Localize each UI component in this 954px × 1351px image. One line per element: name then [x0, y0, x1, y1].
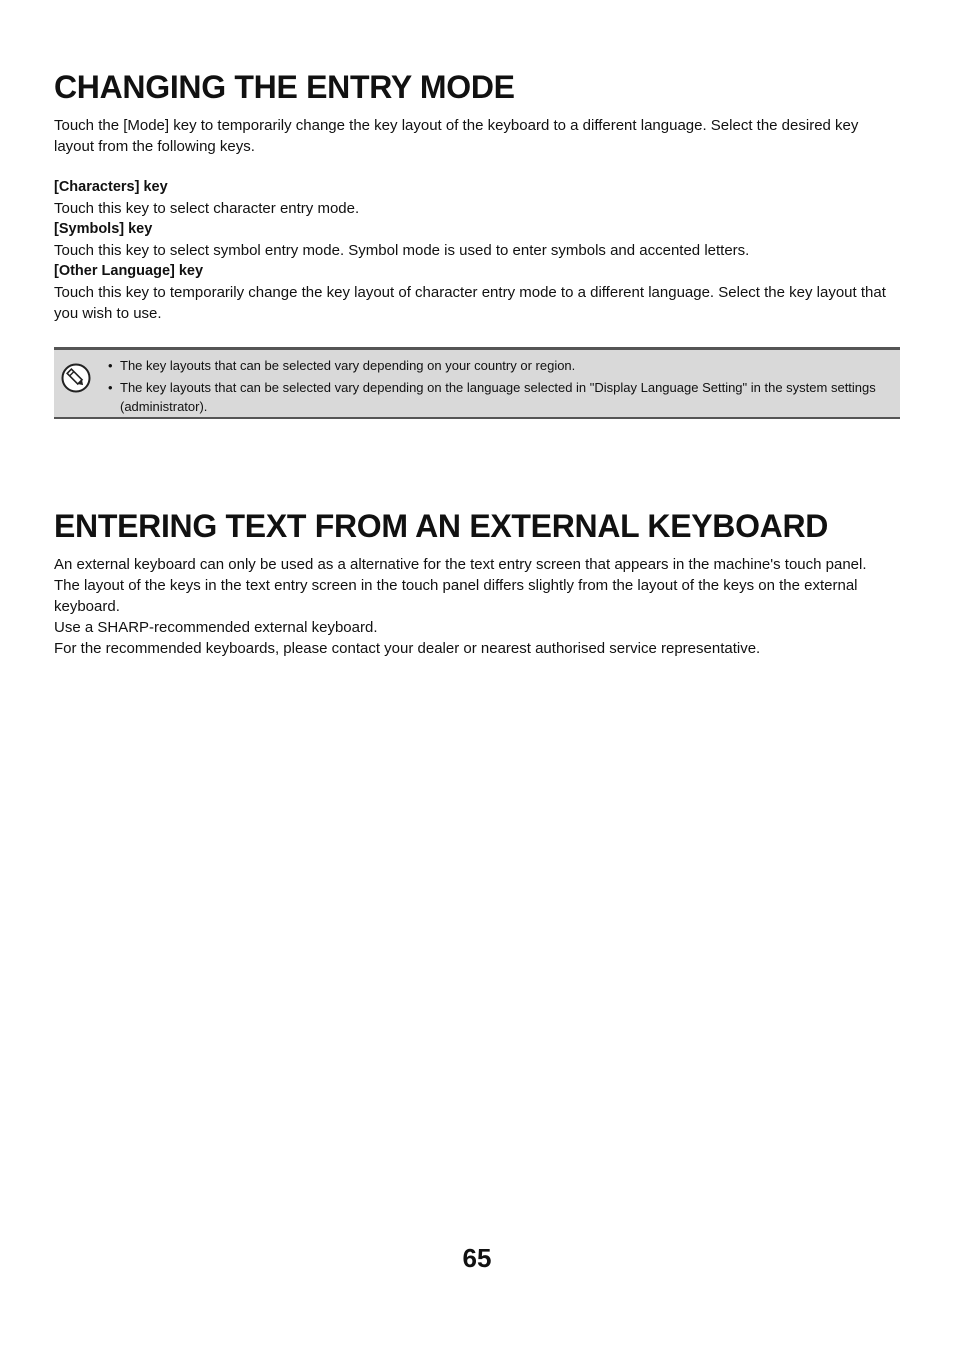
note-box — [54, 347, 900, 419]
key-title: [Characters] key — [54, 179, 168, 195]
section-title-external-keyboard: ENTERING TEXT FROM AN EXTERNAL KEYBOARD — [54, 508, 829, 544]
section-title-changing-entry-mode: CHANGING THE ENTRY MODE — [54, 69, 515, 105]
body-paragraph: The layout of the keys in the text entry screen in the touch panel differs slightly from the layout of the keys on the external keyboard. — [54, 577, 858, 615]
key-item-other-language — [54, 261, 900, 324]
key-description: Touch this key to select symbol entry mode. Symbol mode is used to enter symbols and accented letters. — [54, 242, 750, 259]
section-intro: Touch the [Mode] key to temporarily change the key layout of the keyboard to a different language. Select the desired key layout from the following keys. — [54, 117, 859, 155]
key-item-symbols — [54, 219, 900, 261]
key-item-characters — [54, 177, 900, 219]
page-number: 65 — [462, 1243, 492, 1273]
key-title: [Symbols] key — [54, 221, 153, 237]
body-paragraph: An external keyboard can only be used as a alternative for the text entry screen that appears in the machine's touch panel. — [54, 556, 867, 573]
section-body — [54, 554, 900, 659]
key-description: Touch this key to temporarily change the key layout of character entry mode to a different language. Select the key layout that you wish to use. — [54, 284, 886, 322]
note-list — [108, 356, 898, 419]
body-paragraph: For the recommended keyboards, please contact your dealer or nearest authorised service representative. — [54, 640, 761, 657]
note-item: • The key layouts that can be selected vary depending on your country or region. — [108, 356, 898, 376]
pencil-note-icon — [61, 363, 91, 393]
note-item: • The key layouts that can be selected vary depending on the language selected in "Display Language Setting" in the system settings (administrator). — [108, 378, 898, 417]
key-description: Touch this key to select character entry mode. — [54, 200, 360, 217]
key-title: [Other Language] key — [54, 263, 204, 279]
key-descriptions — [54, 177, 900, 324]
body-paragraph: Use a SHARP-recommended external keyboard. — [54, 619, 378, 636]
